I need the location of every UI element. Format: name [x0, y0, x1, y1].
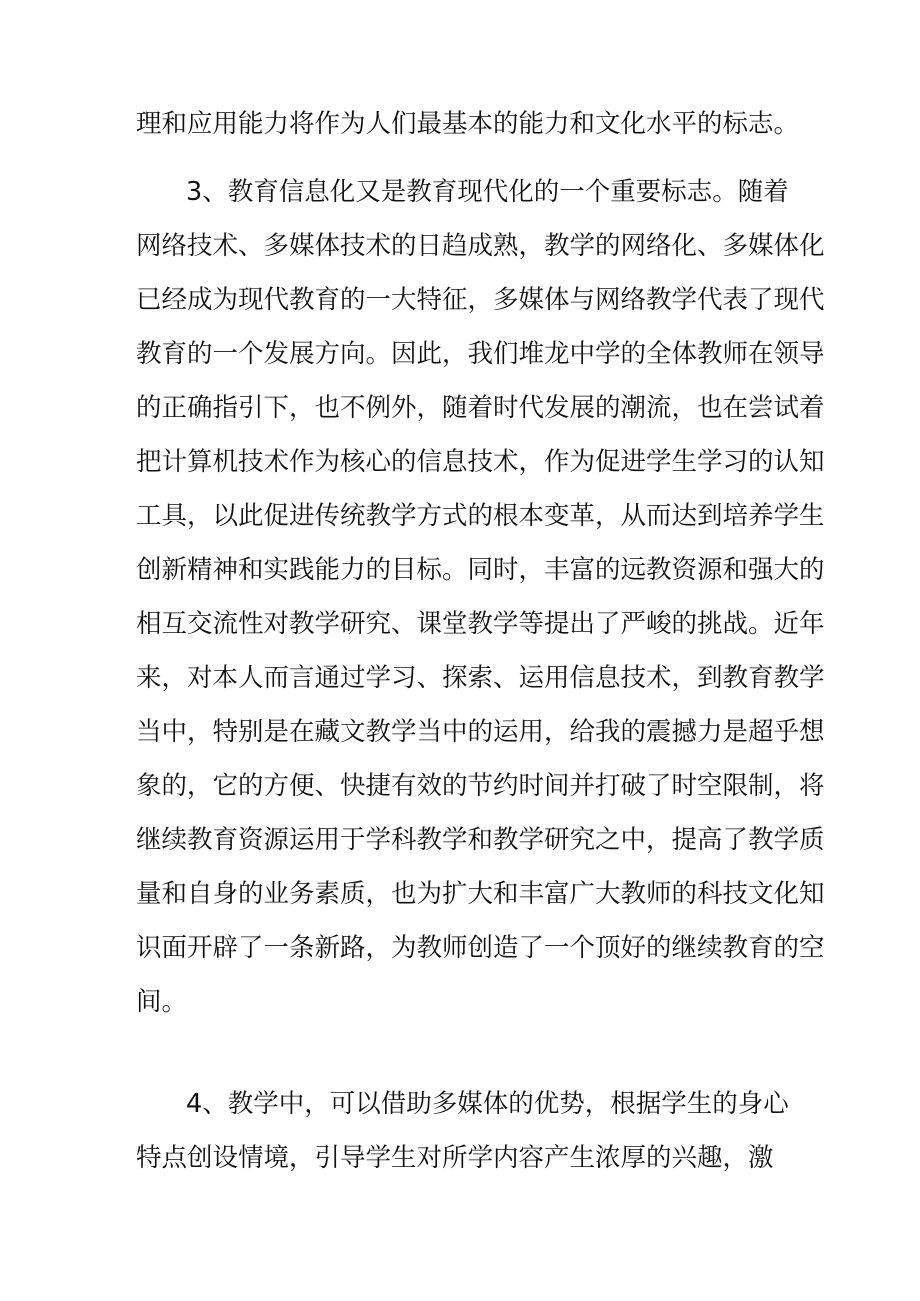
text-line: 继续教育资源运用于学科教学和教学研究之中，提高了教学质	[136, 825, 825, 855]
text-line: 识面开辟了一条新路，为教师创造了一个顶好的继续教育的空	[136, 933, 825, 963]
text-line: 把计算机技术作为核心的信息技术，作为促进学生学习的认知	[136, 447, 825, 477]
text-line: 特点创设情境，引导学生对所学内容产生浓厚的兴趣，激	[136, 1143, 774, 1173]
text-line: 当中，特别是在藏文教学当中的运用，给我的震撼力是超乎想	[136, 717, 825, 747]
text-line: 已经成为现代教育的一大特征，多媒体与网络教学代表了现代	[136, 285, 825, 315]
text-line: 的正确指引下，也不例外，随着时代发展的潮流，也在尝试着	[136, 393, 825, 423]
text-line: 创新精神和实践能力的目标。同时，丰富的远教资源和强大的	[136, 555, 825, 585]
text-line: 象的，它的方便、快捷有效的节约时间并打破了时空限制，将	[136, 771, 825, 801]
text-line: 4、教学中，可以借助多媒体的优势，根据学生的身心	[186, 1089, 789, 1119]
text-line: 相互交流性对教学研究、课堂教学等提出了严峻的挑战。近年	[136, 609, 825, 639]
text-line: 量和自身的业务素质，也为扩大和丰富广大教师的科技文化知	[136, 879, 825, 909]
text-line: 工具，以此促进传统教学方式的根本变革，从而达到培养学生	[136, 501, 825, 531]
text-line: 教育的一个发展方向。因此，我们堆龙中学的全体教师在领导	[136, 339, 825, 369]
text-line: 间。	[136, 987, 188, 1017]
text-line: 来，对本人而言通过学习、探索、运用信息技术，到教育教学	[136, 663, 825, 693]
text-line: 理和应用能力将作为人们最基本的能力和文化水平的标志。	[136, 109, 800, 139]
text-line: 3、教育信息化又是教育现代化的一个重要标志。随着	[186, 177, 789, 207]
text-line: 网络技术、多媒体技术的日趋成熟，教学的网络化、多媒体化	[136, 231, 825, 261]
